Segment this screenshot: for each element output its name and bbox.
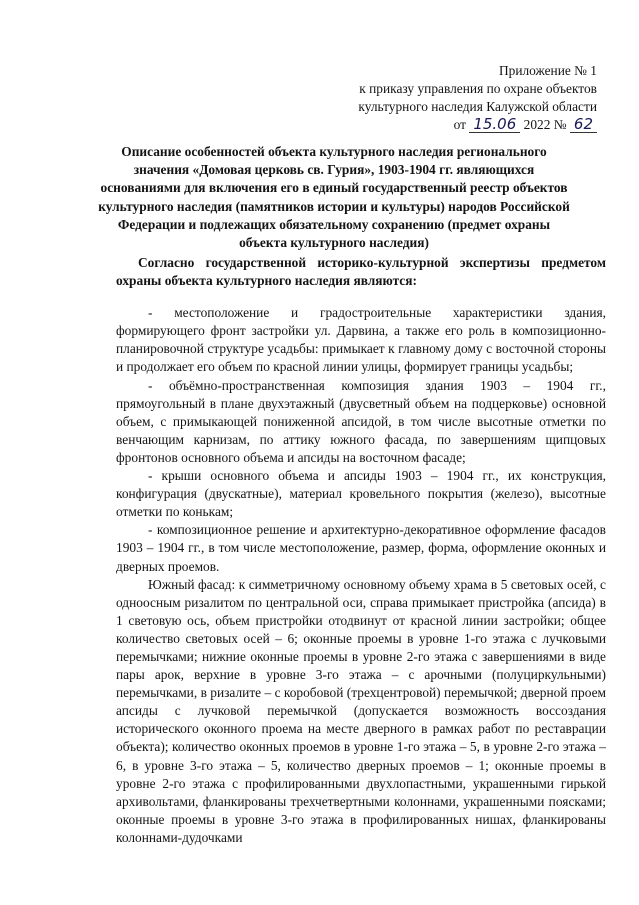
date-year: 2022 № — [523, 117, 567, 132]
lead-paragraph: Согласно государственной историко-культурной экспертизы предметом охраны объекта культурного наследия являются: — [116, 255, 606, 289]
protection-item-roofs: - крыши основного объема и апсиды 1903 – 1904 гг., их конструкция, конфигурация (двускатные), материал кровельного покрытия (железо), высотные отметки по конькам; — [116, 468, 606, 520]
title-line: основаниями для включения его в единый государственный реестр объектов — [100, 180, 568, 196]
south-facade-description: Южный фасад: к симметричному основному объему храма в 5 световых осей, с одноосным ризалитом по центральной оси, справа примыкает пристройка (апсида) в 1 световую ось, объем пристройки отодвинут от красной линии застройки; общее количество световых осей – 6; оконные проемы в уровне 1-го этажа с лучковыми перемычками; нижние оконные проемы в уровне 2-го этажа с завершениями в виде пары арок, верхние в уровне 3-го этажа – с арочными (полуциркульными) перемычками, в ризалите – с коробовой (трехцентровой) перемычкой; дверной проем апсиды с лучковой перемычкой (допускается возможность воссоздания исторического оконного проема на месте дверного в рамках работ по реставрации объекта); количество оконных проемов в уровне 1-го этажа – 5, в уровне 2-го этажа – 6, в уровне 3-го этажа – 5, количество дверных проемов – 1; оконные проемы в уровне 2-го этажа с профилированными двухлопастными, украшенными гирькой архивольтами, фланкированы трехчетвертными колоннами, украшенными поясками; оконные проемы в уровне 3-го этажа в профилированных нишах, фланкированы колоннами-дудочками — [116, 576, 606, 845]
title-line: объекта культурного наследия) — [239, 235, 429, 251]
appendix-header — [358, 62, 597, 134]
handwritten-date: 15.06 — [469, 116, 520, 133]
protection-item-facades: - композиционное решение и архитектурно-декоративное оформление фасадов 1903 – 1904 гг., в том числе местоположение, размер, форма, оформление оконных и дверных проемов. — [116, 522, 606, 574]
title-line: значения «Домовая церковь св. Гурия», 1903-1904 гг. являющихся — [133, 162, 535, 178]
protection-item-volume: - объёмно-пространственная композиция здания 1903 – 1904 гг., прямоугольный в плане двухэтажный (двусветный объем на подцерковье) основной объем, с примыкающей пониженной апсидой, в том числе высотные отметки по венчающим карнизам, по аттику южного фасада, по завершениям щипцовых фронтонов основного объема и апсиды на восточном фасаде; — [116, 377, 606, 465]
title-line: культурного наследия (памятников истории и культуры) народов Российской — [98, 198, 570, 214]
title-line: Федерации и подлежащих обязательному сохранению (предмет охраны — [117, 216, 551, 232]
issuing-authority: культурного наследия Калужской области — [358, 99, 597, 114]
protection-item-location: - местоположение и градостроительные характеристики здания, формирующего фронт застройки ул. Дарвина, а также его роль в композиционно-планировочной структуре усадьбы: примыкает к главному дому с восточной стороны и продолжает его объем по красной линии улицы, формирует границы усадьбы; — [116, 305, 606, 375]
title-line: Описание особенностей объекта культурного наследия регионального — [121, 144, 547, 159]
document-title — [60, 143, 608, 252]
date-prefix: от — [453, 117, 466, 132]
order-reference: к приказу управления по охране объектов — [359, 81, 597, 96]
appendix-number: Приложение № 1 — [498, 63, 597, 78]
document-body — [116, 254, 606, 847]
order-date-line — [358, 116, 597, 134]
handwritten-order-number: 62 — [570, 116, 597, 133]
